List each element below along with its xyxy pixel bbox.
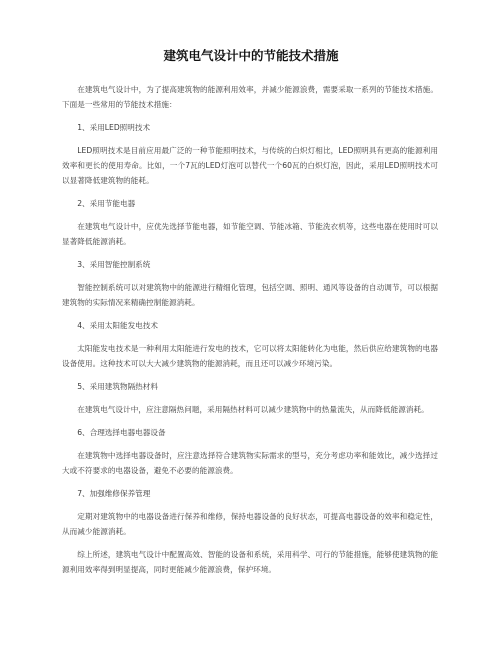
section-heading-1: 1、采用LED照明技术 [77, 123, 151, 132]
section-body-1: LED照明技术是目前应用最广泛的一种节能照明技术，与传统的白炽灯相比，LED照明具有更高的能源利用效率和更长的使用寿命。比如，一个7瓦的LED灯泡可以替代一个60瓦的白炽灯泡，因此，采用LED照明技术可以显著降低建筑物的能耗。 [62, 146, 438, 185]
section-heading-3: 3、采用智能控制系统 [77, 260, 151, 269]
section-heading-5: 5、采用建筑物隔热材料 [77, 382, 158, 391]
document-body [62, 82, 438, 585]
section-body-2: 在建筑电气设计中，应优先选择节能电器，如节能空调、节能冰箱、节能洗衣机等，这些电器在使用时可以显著降低能源消耗。 [62, 222, 438, 246]
section-body-4: 太阳能发电技术是一种利用太阳能进行发电的技术，它可以将太阳能转化为电能，然后供应给建筑物的电器设备使用。这种技术可以大大减少建筑物的能源消耗，而且还可以减少环境污染。 [62, 344, 438, 368]
section-heading-2: 2、采用节能电器 [77, 199, 136, 208]
section-body-6: 在建筑物中选择电器设备时，应注意选择符合建筑物实际需求的型号，充分考虑功率和能效比，减少选择过大或不符要求的电器设备，避免不必要的能源浪费。 [62, 451, 438, 475]
intro-paragraph: 在建筑电气设计中，为了提高建筑物的能源利用效率，并减少能源浪费，需要采取一系列的节能技术措施。下面是一些常用的节能技术措施： [62, 85, 438, 109]
conclusion-paragraph: 综上所述，建筑电气设计中配置高效、智能的设备和系统，采用科学、可行的节能措施，能够使建筑物的能源利用效率得到明显提高，同时更能减少能源浪费，保护环境。 [62, 550, 438, 574]
section-heading-4: 4、采用太阳能发电技术 [77, 321, 158, 330]
section-body-5: 在建筑电气设计中，应注意隔热问题，采用隔热材料可以减少建筑物中的热量流失，从而降低能源消耗。 [77, 405, 429, 414]
section-heading-7: 7、加强维修保养管理 [77, 489, 151, 498]
section-body-3: 智能控制系统可以对建筑物中的能源进行精细化管理，包括空调、照明、通风等设备的自动调节，可以根据建筑物的实际情况来精确控制能源消耗。 [62, 283, 438, 307]
document-title: 建筑电气设计中的节能技术措施 [163, 48, 339, 63]
section-body-7: 定期对建筑物中的电器设备进行保养和维修，保持电器设备的良好状态，可提高电器设备的效率和稳定性，从而减少能源消耗。 [62, 512, 438, 536]
section-heading-6: 6、合理选择电器电器设备 [77, 428, 166, 437]
